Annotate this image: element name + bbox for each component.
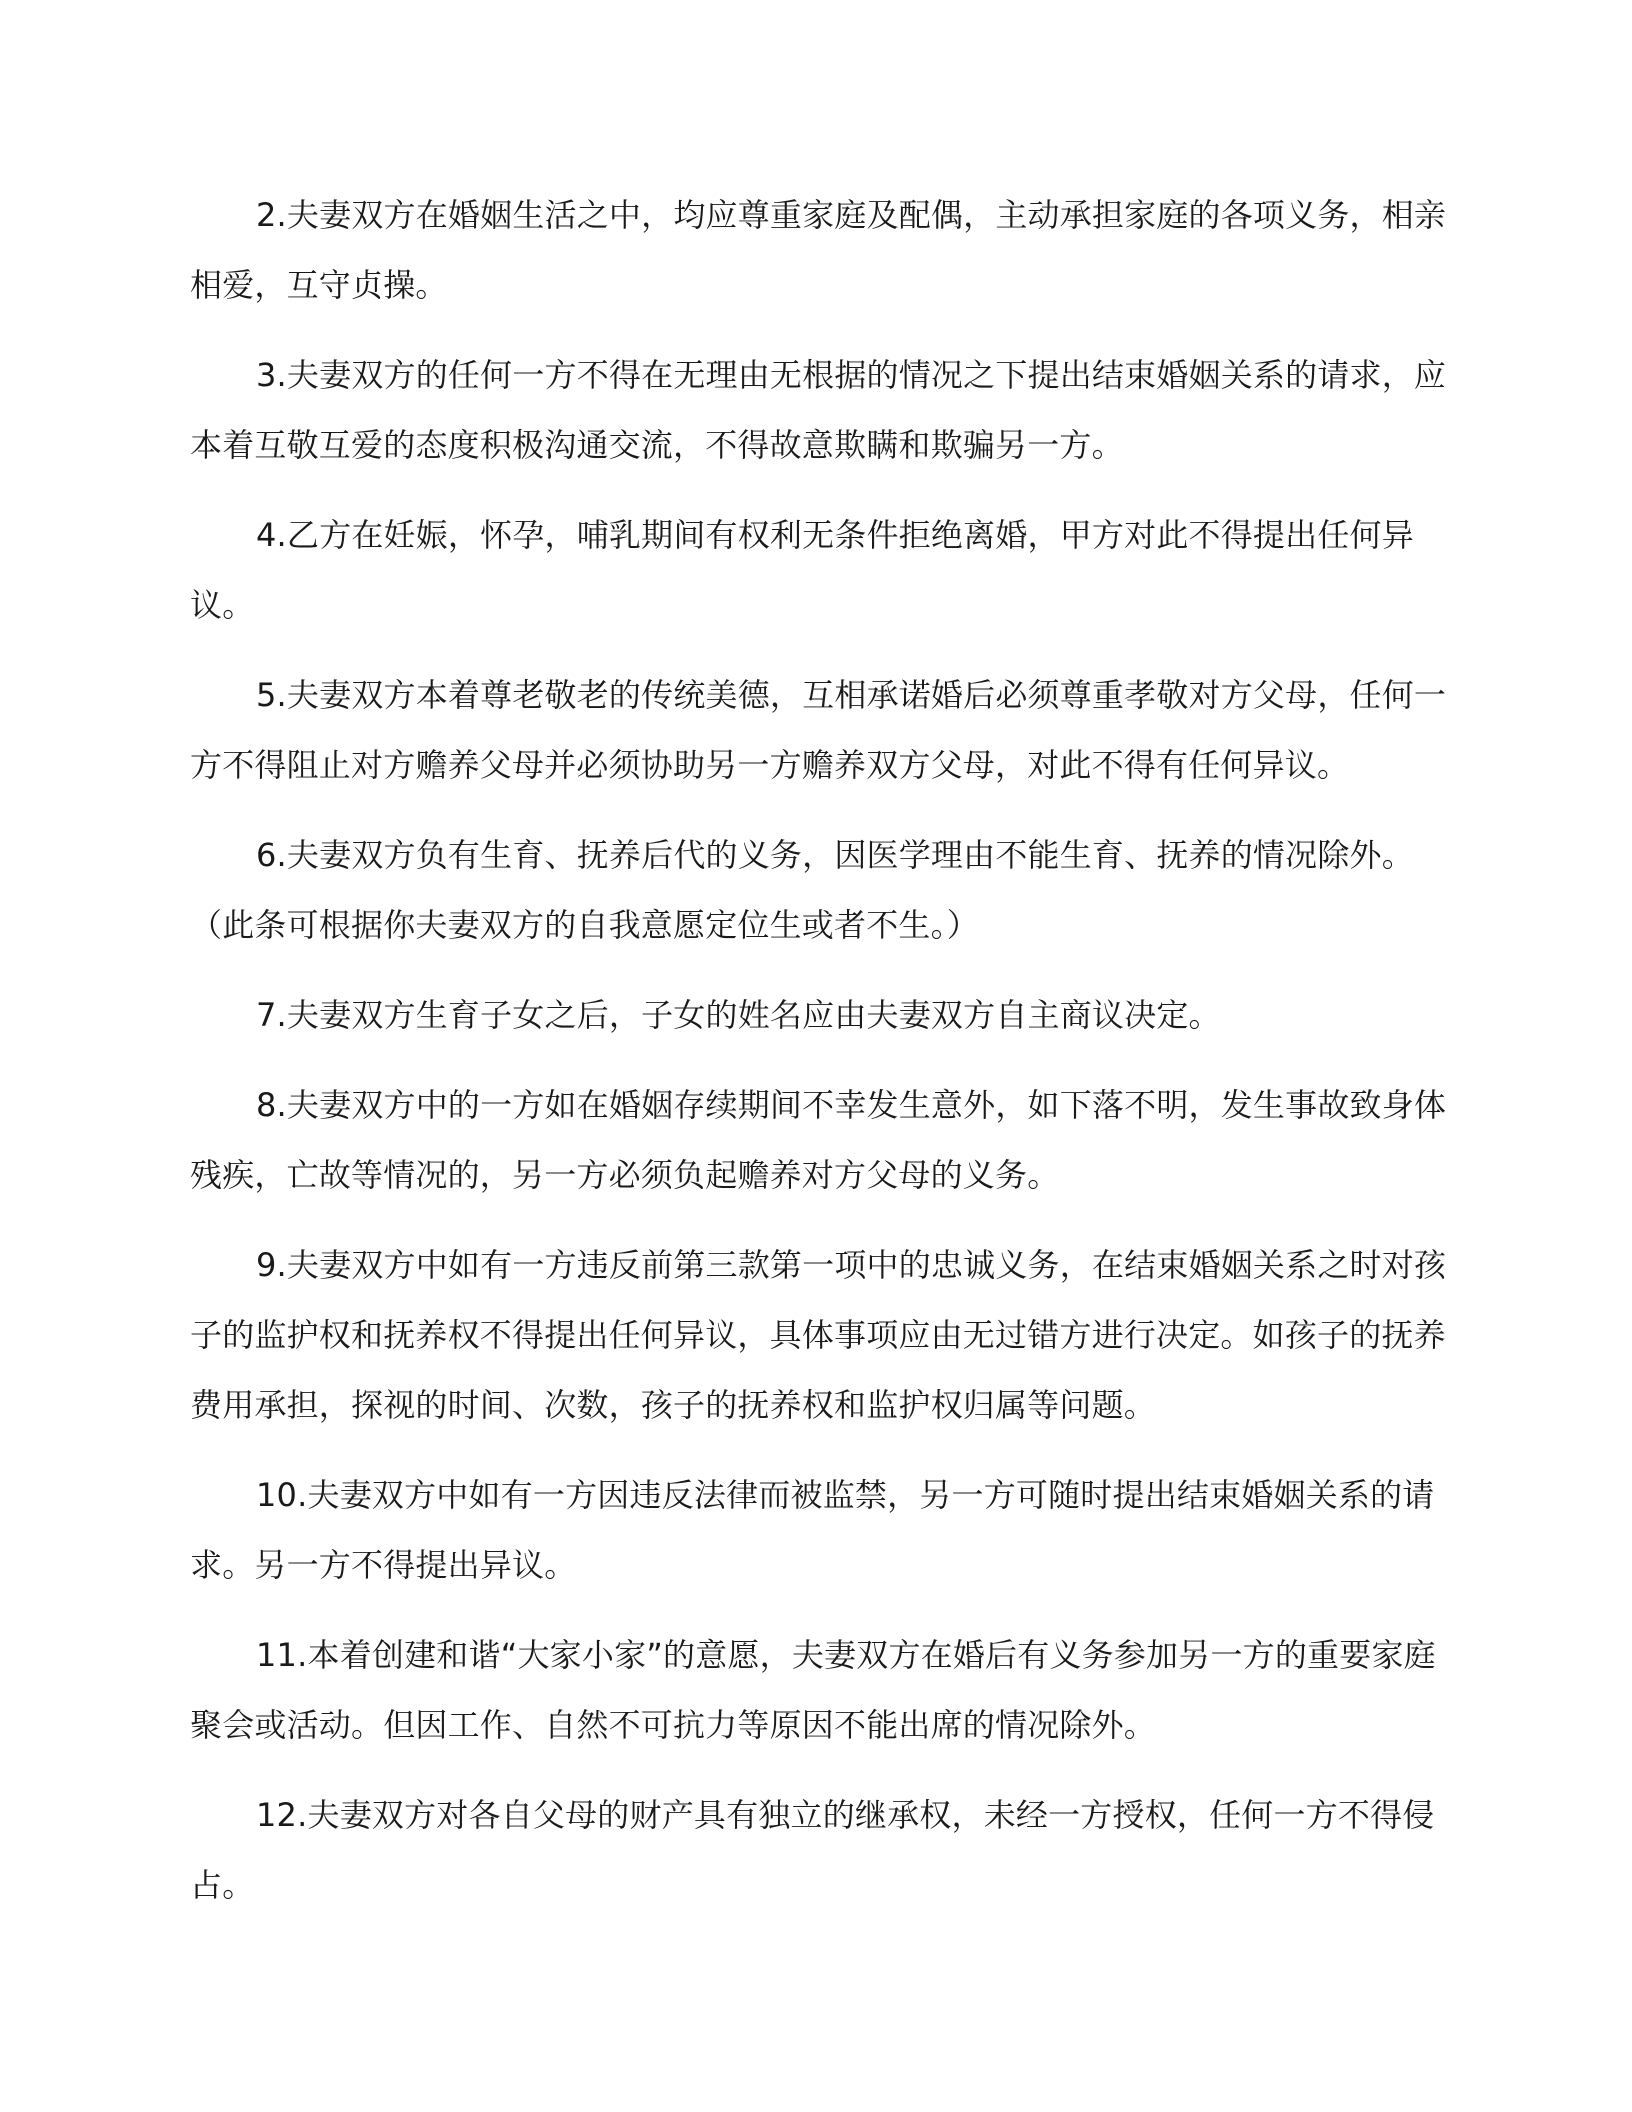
clause-3: 3.夫妻双方的任何一方不得在无理由无根据的情况之下提出结束婚姻关系的请求，应本着互敬互爱的态度积极沟通交流，不得故意欺瞒和欺骗另一方。 [190,356,1447,464]
document-body [190,180,1452,1920]
clause-5: 5.夫妻双方本着尊老敬老的传统美德，互相承诺婚后必须尊重孝敬对方父母，任何一方不得阻止对方赡养父母并必须协助另一方赡养双方父母，对此不得有任何异议。 [190,676,1447,784]
clause-10: 10.夫妻双方中如有一方因违反法律而被监禁，另一方可随时提出结束婚姻关系的请求。另一方不得提出异议。 [190,1476,1435,1584]
clause-9: 9.夫妻双方中如有一方违反前第三款第一项中的忠诚义务，在结束婚姻关系之时对孩子的监护权和抚养权不得提出任何异议，具体事项应由无过错方进行决定。如孩子的抚养费用承担，探视的时间、次数，孩子的抚养权和监护权归属等问题。 [190,1246,1447,1424]
clause-12: 12.夫妻双方对各自父母的财产具有独立的继承权，未经一方授权，任何一方不得侵占。 [190,1796,1435,1904]
clause-7: 7.夫妻双方生育子女之后，子女的姓名应由夫妻双方自主商议决定。 [256,996,1221,1034]
clause-4: 4.乙方在妊娠，怀孕，哺乳期间有权利无条件拒绝离婚，甲方对此不得提出任何异议。 [190,516,1414,624]
clause-11: 11.本着创建和谐“大家小家”的意愿，夫妻双方在婚后有义务参加另一方的重要家庭聚会或活动。但因工作、自然不可抗力等原因不能出席的情况除外。 [190,1636,1436,1744]
clause-8: 8.夫妻双方中的一方如在婚姻存续期间不幸发生意外，如下落不明，发生事故致身体残疾，亡故等情况的，另一方必须负起赡养对方父母的义务。 [190,1086,1447,1194]
clause-2: 2.夫妻双方在婚姻生活之中，均应尊重家庭及配偶，主动承担家庭的各项义务，相亲相爱，互守贞操。 [190,196,1447,304]
clause-6: 6.夫妻双方负有生育、抚养后代的义务，因医学理由不能生育、抚养的情况除外。（此条可根据你夫妻双方的自我意愿定位生或者不生。） [190,836,1414,944]
